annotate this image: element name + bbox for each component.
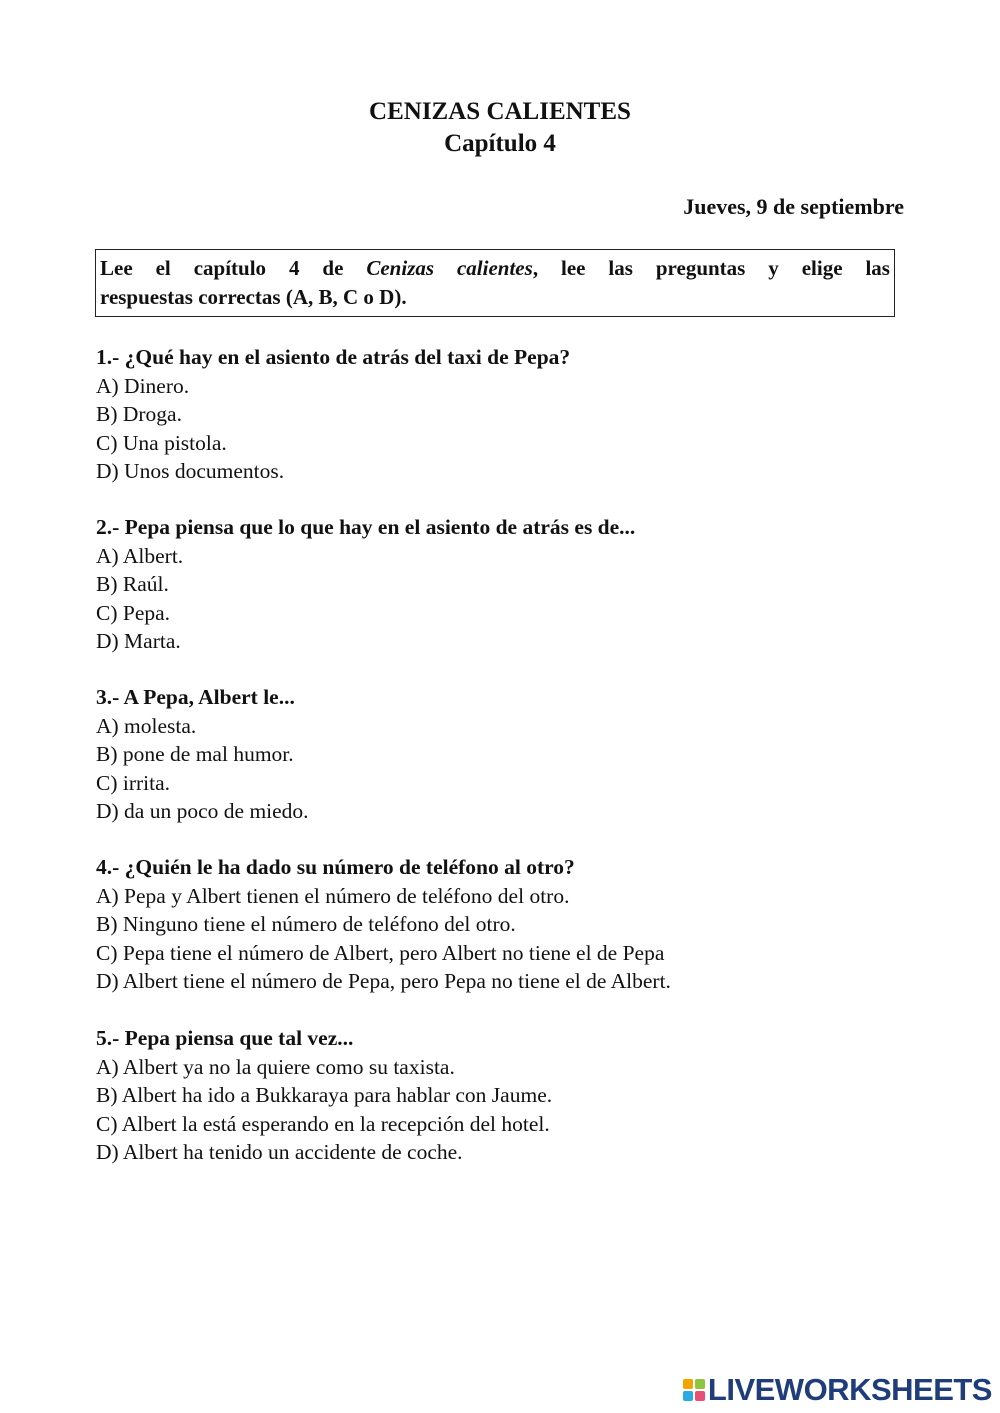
answer-option-c[interactable]: C) Una pistola. xyxy=(96,430,227,455)
answer-option-d[interactable]: D) Albert tiene el número de Pepa, pero Pepa no tiene el de Albert. xyxy=(96,969,671,993)
answer-option-d[interactable]: D) Albert ha tenido un accidente de coche. xyxy=(96,1140,463,1164)
answer-option-a[interactable]: A) Pepa y Albert tienen el número de teléfono del otro. xyxy=(96,883,570,908)
answer-option-a[interactable]: A) Albert. xyxy=(96,543,184,568)
question-3 xyxy=(96,683,916,826)
doc-title: CENIZAS CALIENTES xyxy=(369,98,631,125)
answer-option-b[interactable]: B) Ninguno tiene el número de teléfono del otro. xyxy=(96,912,516,936)
answer-option-b[interactable]: B) Albert ha ido a Bukkaraya para hablar con Jaume. xyxy=(96,1083,553,1107)
instructions-line-1 xyxy=(100,254,890,283)
liveworksheets-brand[interactable] xyxy=(683,1373,992,1407)
answer-option-c[interactable]: C) Pepa tiene el número de Albert, pero Albert no tiene el de Pepa xyxy=(96,940,665,965)
answer-option-b[interactable]: B) Raúl. xyxy=(96,572,169,596)
logo-square-4 xyxy=(695,1391,705,1401)
answer-option-a[interactable]: A) molesta. xyxy=(96,713,197,738)
brand-name: LIVEWORKSHEETS xyxy=(707,1372,992,1407)
instructions-box xyxy=(95,249,895,317)
question-1 xyxy=(96,343,916,486)
answer-option-a[interactable]: A) Dinero. xyxy=(96,373,190,398)
instructions-part-2: , lee las preguntas y elige las xyxy=(532,256,890,280)
logo-square-1 xyxy=(683,1379,693,1389)
instructions-part-1: Lee el capítulo 4 de xyxy=(100,256,367,280)
answer-option-a[interactable]: A) Albert ya no la quiere como su taxista. xyxy=(96,1054,455,1079)
answer-option-c[interactable]: C) Albert la está esperando en la recepción del hotel. xyxy=(96,1111,550,1136)
question-5 xyxy=(96,1024,916,1167)
question-text: 5.- Pepa piensa que tal vez... xyxy=(96,1026,354,1050)
answer-option-d[interactable]: D) Marta. xyxy=(96,629,181,653)
question-text: 4.- ¿Quién le ha dado su número de teléfono al otro? xyxy=(96,855,575,879)
instructions-line-2: respuestas correctas (A, B, C o D). xyxy=(100,285,407,309)
answer-option-b[interactable]: B) pone de mal humor. xyxy=(96,742,294,766)
logo-square-3 xyxy=(683,1391,693,1401)
question-4 xyxy=(96,853,916,996)
doc-date: Jueves, 9 de septiembre xyxy=(683,194,904,219)
doc-subtitle: Capítulo 4 xyxy=(444,130,556,157)
answer-option-c[interactable]: C) irrita. xyxy=(96,770,171,795)
answer-option-c[interactable]: C) Pepa. xyxy=(96,600,171,625)
question-text: 3.- A Pepa, Albert le... xyxy=(96,685,295,709)
liveworksheets-logo-icon xyxy=(683,1379,705,1401)
logo-square-2 xyxy=(695,1379,705,1389)
answer-option-b[interactable]: B) Droga. xyxy=(96,402,182,426)
answer-option-d[interactable]: D) Unos documentos. xyxy=(96,459,285,483)
instructions-book-title: Cenizas calientes xyxy=(366,256,533,280)
answer-option-d[interactable]: D) da un poco de miedo. xyxy=(96,799,309,823)
question-text: 2.- Pepa piensa que lo que hay en el asiento de atrás es de... xyxy=(96,515,636,539)
question-2 xyxy=(96,513,916,656)
question-text: 1.- ¿Qué hay en el asiento de atrás del taxi de Pepa? xyxy=(96,345,571,369)
